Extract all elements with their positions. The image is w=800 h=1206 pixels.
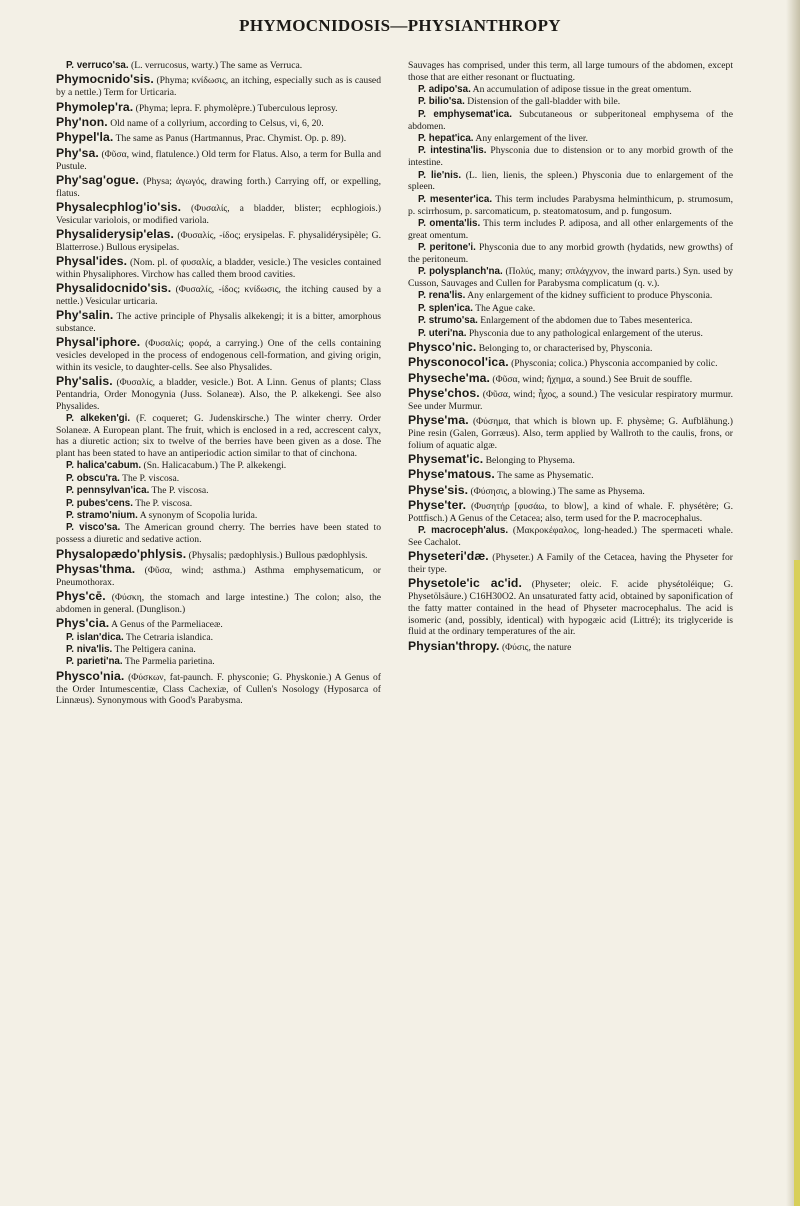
dictionary-entry: [408, 96, 733, 108]
entry-definition: (Sn. Halicacabum.) The P. alkekengi.: [143, 460, 287, 472]
dictionary-entry: [408, 576, 733, 638]
dictionary-entry: [408, 170, 733, 194]
entry-definition: (Physalis; pædophlysis.) Bullous pædophlysis.: [188, 549, 368, 561]
dictionary-entry: [408, 386, 733, 413]
sub-headword: P. verruco'sa.: [66, 60, 129, 71]
sub-headword: P. obscu'ra.: [66, 472, 120, 484]
entry-definition: (Φύσημα, that which is blown up. F. physème; G. Aufblähung.) Pine resin (Galen, Gorræus). Also, term applied by Wallroth to the caulis, frons, or folium of aquatic algæ.: [408, 416, 733, 451]
entry-definition: The Parmelia parietina.: [124, 656, 215, 668]
left-column: [56, 60, 381, 708]
dictionary-entry: [56, 632, 381, 644]
entry-definition: This term includes P. adiposa, and all other enlargements of the great omentum.: [408, 217, 733, 241]
entry-definition: The active principle of Physalis alkekengi; it is a bitter, amorphous substance.: [56, 311, 381, 334]
dictionary-entry: [56, 498, 381, 510]
dictionary-entry: [408, 242, 733, 266]
entry-definition: The P. viscosa.: [151, 485, 209, 497]
entry-definition: The same as Panus (Hartmannus, Prac. Chymist. Op. p. 89).: [115, 133, 347, 145]
dictionary-entry: [56, 200, 381, 227]
entry-definition: (Πολύς, many; σπλάγχνον, the inward parts.) Syn. used by Cusson, Sauvages and Cullen for Parabysma complicatum (q. v.).: [408, 266, 734, 289]
sub-headword: P. adipo'sa.: [418, 83, 471, 95]
headword: Physe'ma.: [408, 413, 469, 428]
entry-definition: (Φῦσα, wind, flatulence.) Old term for Flatus. Also, a term for Bulla and Pustule.: [56, 148, 381, 172]
dictionary-entry: [56, 522, 381, 546]
sub-headword: P. peritone'i.: [418, 241, 476, 253]
entry-definition: (Physa; ἀγωγός, drawing forth.) Carrying off, or expelling, flatus.: [56, 175, 382, 199]
entry-definition: An accumulation of adipose tissue in the great omentum.: [472, 83, 692, 95]
entry-definition: Physconia due to any pathological enlargement of the uterus.: [468, 327, 703, 339]
entry-definition: (Φῦσα, wind; ἤχημα, a sound.) See Bruit de souffle.: [492, 373, 693, 385]
entry-definition: Belonging to, or characterised by, Physconia.: [478, 342, 653, 354]
dictionary-entry: [408, 340, 733, 355]
sub-headword: P. bilio'sa.: [418, 96, 465, 108]
entry-definition: (Φυσαλίς; φορά, a carrying.) One of the cells containing vesicles developed in the process of endogenous cell-formation, and giving origin, within its vesicle, to daughter-cells. See also Physalides.: [56, 338, 381, 373]
entry-definition: (Φυσαλίς, a bladder, blister; ecphlogiois.) Vesicular variolois, or modified variola.: [56, 202, 381, 226]
dictionary-entry: [56, 72, 381, 99]
headword: Phys'cia.: [56, 616, 110, 631]
headword: Phy'sa.: [56, 145, 99, 160]
entry-definition: (Phyma; lepra. F. phymolèpre.) Tuberculous leprosy.: [135, 102, 338, 114]
headword: Physetole'ic ac'id.: [408, 576, 522, 591]
running-head: PHYMOCNIDOSIS—PHYSIANTHROPY: [239, 16, 561, 35]
entry-definition: (Nom. pl. of φυσαλίς, a bladder, vesicle.) The vesicles contained within Physaliphores. Virchow has called them brood cavities.: [56, 256, 381, 280]
dictionary-entry: [408, 328, 733, 340]
entry-definition: (Physeter.) A Family of the Cetacea, having the Physeter for their type.: [408, 552, 733, 576]
sub-headword: P. pennsylvan'ica.: [66, 485, 150, 497]
headword: Physalecphlog'io'sis.: [56, 199, 182, 214]
dictionary-entry: [408, 549, 733, 576]
headword: Physeche'ma.: [408, 370, 491, 385]
dictionary-entry: [408, 525, 733, 549]
dictionary-entry: [408, 483, 733, 498]
dictionary-entry: [408, 290, 733, 302]
dictionary-entry: [408, 194, 733, 218]
headword: Physal'iphore.: [56, 335, 141, 350]
sub-headword: P. alkeken'gi.: [66, 412, 131, 424]
entry-definition: A Genus of the Parmeliaceæ.: [111, 619, 223, 631]
dictionary-entry: [56, 562, 381, 589]
entry-definition: (Φῦσα, wind; asthma.) Asthma emphysematicum, or Pneumothorax.: [56, 565, 381, 588]
entry-definition: (Μακροκέφαλος, long-headed.) The spermaceti whale. See Cachalot.: [408, 525, 734, 549]
dictionary-entry: [56, 510, 381, 522]
sub-headword: P. polysplanch'na.: [418, 266, 503, 278]
entry-definition: Physconia due to any morbid growth (hydatids, new growths) of the peritoneum.: [408, 241, 734, 265]
sub-headword: P. islan'dica.: [66, 631, 124, 643]
dictionary-entry: [56, 146, 381, 173]
entry-definition: (L. lien, lienis, the spleen.) Physconia due to enlargement of the spleen.: [408, 169, 733, 193]
dictionary-entry: [408, 371, 733, 386]
dictionary-entry: [56, 547, 381, 562]
dictionary-entry: [408, 315, 733, 327]
entry-definition: The P. viscosa.: [122, 472, 180, 484]
entry-definition: The Cetraria islandica.: [125, 631, 214, 643]
sub-headword: P. mesenter'ica.: [418, 193, 493, 205]
entry-definition: The Ague cake.: [475, 302, 536, 314]
headword: Physeteri'dæ.: [408, 549, 489, 564]
entry-definition: Enlargement of the abdomen due to Tabes mesenterica.: [480, 315, 693, 327]
sub-headword: P. strumo'sa.: [418, 315, 478, 327]
right-column: [408, 60, 733, 654]
dictionary-entry: [408, 467, 733, 482]
dictionary-entry: [56, 616, 381, 631]
dictionary-entry: [408, 639, 733, 654]
dictionary-entry: [56, 485, 381, 497]
dictionary-entry: [56, 254, 381, 281]
entry-definition: The Peltigera canina.: [114, 643, 196, 655]
entry-definition: (Φυσητήρ [φυσάω, to blow], a kind of whale. F. physétère; G. Pottfisch.) A Genus of the Cetacea; also, term used for the P. macrocephalus.: [408, 501, 733, 524]
sub-headword: P. uteri'na.: [418, 327, 467, 339]
entry-definition: (L. verrucosus, warty.) The same as Verruca.: [131, 60, 303, 71]
entry-definition: (Φύσις, the nature: [501, 641, 572, 653]
sub-headword: P. omenta'lis.: [418, 217, 481, 229]
entry-definition: Any enlargement of the liver.: [475, 132, 588, 144]
entry-definition: Distension of the gall-bladder with bile.: [467, 96, 621, 108]
dictionary-entry: [56, 100, 381, 115]
headword: Physal'ides.: [56, 253, 128, 268]
entry-definition: (Φυσαλίς, -ίδος; erysipelas. F. physalidérysipèle; G. Blatterrose.) Bullous erysipelas.: [56, 229, 381, 253]
sub-headword: P. pubes'cens.: [66, 497, 133, 509]
headword: Phymocnido'sis.: [56, 72, 154, 87]
entry-definition: (Physconia; colica.) Physconia accompanied by colic.: [511, 358, 718, 370]
entry-definition: The American ground cherry. The berries have been stated to possess a diuretic and sedative action.: [56, 522, 381, 546]
dictionary-entry: [56, 460, 381, 472]
dictionary-entry: [56, 60, 381, 72]
dictionary-entry: [56, 335, 381, 373]
entry-definition: (Φῦσα, wind; ἦχος, a sound.) The vesicular respiratory murmur. See under Murmur.: [408, 389, 733, 412]
entry-definition: Subcutaneous or subperitoneal emphysema of the abdomen.: [408, 108, 733, 132]
headword: Physe'matous.: [408, 467, 495, 482]
sub-headword: P. lie'nis.: [418, 169, 462, 181]
sub-headword: P. visco'sa.: [66, 522, 121, 534]
sub-headword: P. hepat'ica.: [418, 132, 474, 144]
headword: Phys'cē.: [56, 589, 106, 604]
headword: Phy'salin.: [56, 308, 114, 323]
dictionary-entry: [408, 60, 733, 83]
dictionary-entry: [408, 133, 733, 145]
dictionary-entry: [56, 281, 381, 308]
entry-definition: (Physeter; oleic. F. acide physétoléique; G. Physetölsäure.) C16H30O2. An unsaturated fatty acid, obtained by saponification of the fatty matter contained in the head of Physeter macrocephalus. The acid is isomeric (and, possibly, identical) with hypogæic acid (Littré); its triglyceride is fluid at the ordinary temperatures of the air.: [408, 579, 733, 638]
dictionary-entry: [56, 656, 381, 668]
sub-headword: P. macroceph'alus.: [418, 525, 509, 537]
dictionary-entry: [56, 227, 381, 254]
dictionary-entry: [408, 145, 733, 169]
headword: Physco'nic.: [408, 339, 477, 354]
sub-headword: P. niva'lis.: [66, 643, 113, 655]
dictionary-entry: [408, 84, 733, 96]
dictionary-entry: [56, 589, 381, 616]
entry-definition: (Φύσησις, a blowing.) The same as Physema.: [470, 485, 645, 497]
headword: Phy'sag'ogue.: [56, 172, 139, 187]
entry-definition: (F. coqueret; G. Judenskirsche.) The winter cherry. Order Solaneæ. A European plant. The fruit, which is enclosed in a red, accrescent calyx, has a diuretic action; six to twelve of the berries have been given as a dose. The plant has been stated to have an antiperiodic action similar to that of cinchona.: [56, 412, 382, 460]
dictionary-entry: [408, 413, 733, 451]
entry-definition: Old name of a collyrium, according to Celsus, vi, 6, 20.: [110, 117, 324, 129]
entry-definition: Belonging to Physema.: [485, 454, 575, 466]
headword: Phymolep'ra.: [56, 99, 134, 114]
sub-headword: P. stramo'nium.: [66, 510, 138, 522]
sub-headword: P. emphysemat'ica.: [418, 108, 512, 120]
dictionary-entry: [408, 452, 733, 467]
dictionary-entry: [408, 303, 733, 315]
entry-definition: The same as Physematic.: [497, 470, 594, 482]
page-edge-strip: [794, 560, 800, 1206]
dictionary-entry: [56, 173, 381, 200]
dictionary-entry: [408, 355, 733, 370]
headword: Phy'salis.: [56, 373, 113, 388]
headword: Physaliderysip'elas.: [56, 226, 175, 241]
headword: Physalopædo'phlysis.: [56, 546, 187, 561]
entry-definition: Physconia due to distension or to any morbid growth of the intestine.: [408, 145, 733, 169]
sub-headword: P. halica'cabum.: [66, 460, 142, 472]
headword: Physas'thma.: [56, 562, 136, 576]
headword: Phypel'la.: [56, 130, 114, 145]
headword: Physconocol'ica.: [408, 355, 509, 370]
sub-headword: P. parieti'na.: [66, 656, 123, 668]
dictionary-entry: [56, 644, 381, 656]
dictionary-entry: [56, 130, 381, 145]
dictionary-entry: [408, 109, 733, 133]
dictionary-entry: [56, 374, 381, 412]
entry-definition: (Φύσκη, the stomach and large intestine.) The colon; also, the abdomen in general. (Dunglison.): [56, 592, 381, 615]
headword: Physalidocnido'sis.: [56, 281, 172, 296]
headword: Physe'sis.: [408, 482, 469, 497]
entry-definition: A synonym of Scopolia lurida.: [139, 510, 258, 522]
dictionary-entry: [408, 498, 733, 525]
sub-headword: P. intestina'lis.: [418, 145, 487, 157]
dictionary-entry: [56, 413, 381, 460]
dictionary-entry: [408, 218, 733, 242]
entry-definition: (Φυσαλίς, -ίδος; κνίδωσις, the itching caused by a nettle.) Vesicular urticaria.: [56, 284, 381, 307]
dictionary-entry: [56, 115, 381, 130]
entry-definition: Any enlargement of the kidney sufficient to produce Physconia.: [467, 290, 713, 302]
headword: Physe'chos.: [408, 386, 480, 401]
entry-definition: (Φύσκων, fat-paunch. F. physconie; G. Physkonie.) A Genus of the Order Intumescentiæ, Class Cachexiæ, of Cullen's Nosology (Hyposarca of Linnæus). Synonymous with Good's Parabysma.: [56, 671, 381, 707]
headword: Physemat'ic.: [408, 451, 484, 466]
sub-headword: P. splen'ica.: [418, 302, 473, 314]
dictionary-entry: [56, 473, 381, 485]
dictionary-entry: [56, 669, 381, 707]
headword: Physian'thropy.: [408, 638, 500, 653]
entry-definition: Sauvages has comprised, under this term, all large tumours of the abdomen, except those that are either resonant or fluctuating.: [408, 60, 733, 83]
headword: Physe'ter.: [408, 498, 467, 513]
headword: Physco'nia.: [56, 668, 125, 683]
headword: Phy'non.: [56, 114, 108, 129]
dictionary-entry: [408, 266, 733, 290]
dictionary-entry: [56, 308, 381, 335]
entry-definition: The P. viscosa.: [135, 497, 193, 509]
entry-definition: This term includes Parabysma helminthicum, p. strumosum, p. scirrhosum, p. sarcomaticum, p. steatomatosum, and p. fungosum.: [408, 193, 733, 217]
sub-headword: P. rena'lis.: [418, 290, 466, 302]
entry-definition: (Phyma; κνίδωσις, an itching, especially such as is caused by a nettle.) Term for Urticaria.: [56, 75, 381, 99]
entry-definition: (Φυσαλίς, a bladder, vesicle.) Bot. A Linn. Genus of plants; Class Pentandria, Order Monogynia (Juss. Solaneæ). Also, the P. alkekengi. See also Physalides.: [56, 376, 381, 412]
